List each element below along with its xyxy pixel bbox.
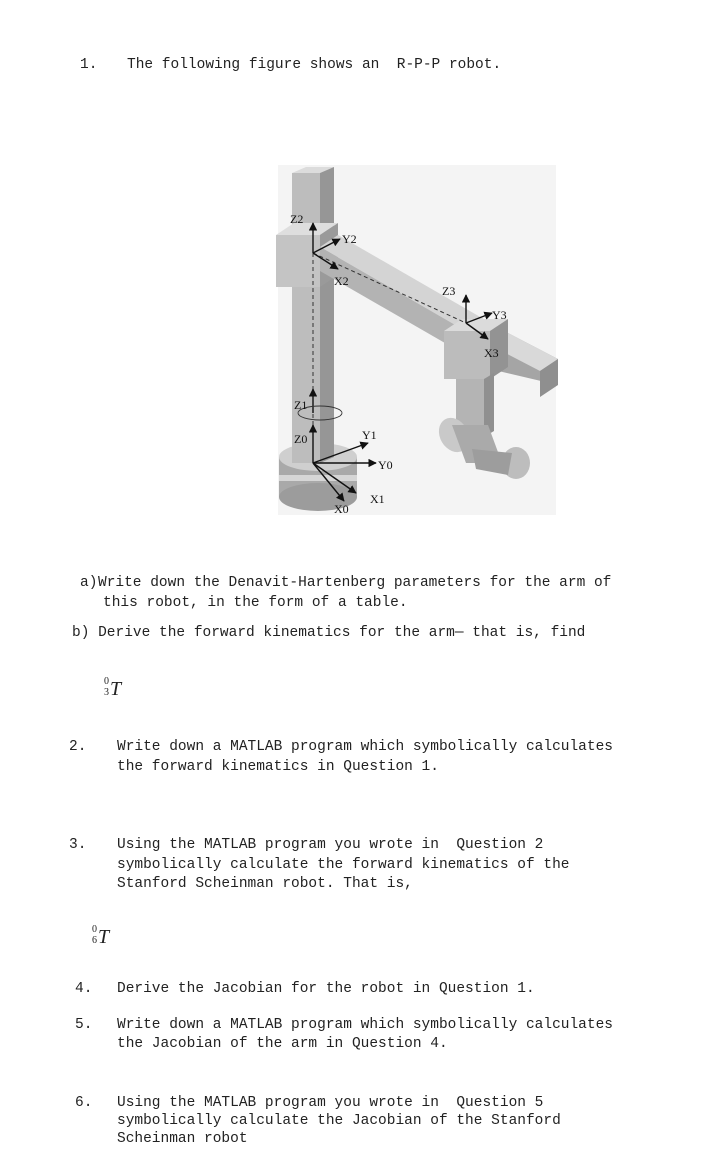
q4-text: Derive the Jacobian for the robot in Question 1. [117, 981, 535, 997]
label-y0: Y0 [378, 458, 393, 472]
label-z0: Z0 [294, 432, 308, 446]
q1-text: The following figure shows an R-P-P robot. [127, 57, 502, 73]
q2-line2: the forward kinematics in Question 1. [117, 759, 439, 775]
q3-transform-matrix: 0 6 T [92, 924, 110, 948]
q6-line1: Using the MATLAB program you wrote in Question 5 [117, 1095, 544, 1111]
q1-part-a-line1: Write down the Denavit-Hartenberg parameters for the arm of [98, 575, 612, 591]
label-y1: Y1 [362, 428, 377, 442]
q3-line2: symbolically calculate the forward kinematics of the [117, 857, 570, 873]
label-x0: X0 [334, 502, 349, 516]
label-z2: Z2 [290, 212, 304, 226]
q1-number: 1. [80, 57, 98, 73]
q1-part-a-label: a) [80, 575, 98, 591]
q5-line2: the Jacobian of the arm in Question 4. [117, 1036, 448, 1052]
q3-number: 3. [69, 837, 87, 853]
q1-transform-matrix: 0 3 T [104, 676, 122, 700]
q3-line3: Stanford Scheinman robot. That is, [117, 876, 413, 892]
q3-line1: Using the MATLAB program you wrote in Question 2 [117, 837, 544, 853]
q6-line3: Scheinman robot [117, 1131, 248, 1147]
label-y2: Y2 [342, 232, 357, 246]
q4-number: 4. [75, 981, 93, 997]
q2-line1: Write down a MATLAB program which symbolically calculates [117, 739, 613, 755]
q6-line2: symbolically calculate the Jacobian of the Stanford [117, 1113, 561, 1129]
label-x3: X3 [484, 346, 499, 360]
q6-number: 6. [75, 1095, 93, 1111]
q5-line1: Write down a MATLAB program which symbolically calculates [117, 1017, 613, 1033]
q1-part-b: b) Derive the forward kinematics for the arm— that is, find [72, 625, 586, 641]
q2-number: 2. [69, 739, 87, 755]
label-x2: X2 [334, 274, 349, 288]
label-x1: X1 [370, 492, 385, 506]
rpp-robot-figure [276, 163, 558, 518]
q1-part-a-line2: this robot, in the form of a table. [103, 595, 408, 611]
label-y3: Y3 [492, 308, 507, 322]
q5-number: 5. [75, 1017, 93, 1033]
label-z1: Z1 [294, 398, 308, 412]
label-z3: Z3 [442, 284, 456, 298]
